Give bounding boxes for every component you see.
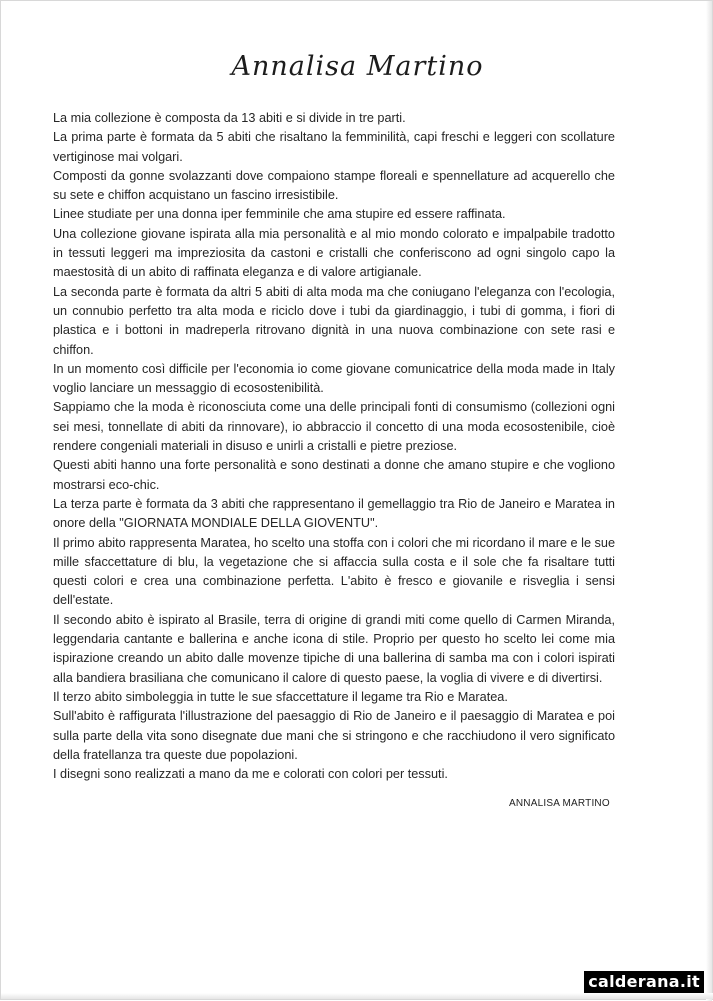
paragraph-skirts: Composti da gonne svolazzanti dove compaiono stampe floreali e spennellature ad acquerello che su sete e chiffon acquistano un fascino irresistibile. bbox=[53, 168, 615, 203]
paragraph-young-collection: Una collezione giovane ispirata alla mia personalità e al mio mondo colorato e impalpabile tradotto in tessuti leggeri ma impreziosita da castoni e cristalli che conferiscono ad ogni singolo capo la maestosità di un abito di raffinata eleganza e di valore artigianale. bbox=[53, 226, 615, 280]
paragraph-collection-intro: La mia collezione è composta da 13 abiti e si divide in tre parti. bbox=[53, 111, 406, 125]
paragraph-second-dress: Il secondo abito è ispirato al Brasile, terra di origine di grandi miti come quello di Carmen Miranda, leggendaria cantante e ballerina e anche icona di stile. Proprio per questo ho scelto lei come mia ispirazione creando un abito dalle movenze tipiche di una ballerina di samba ma con i colori ispirati alla bandiera brasiliana che comunicano il calore di questo paese, la voglia di vivere e di divertirsi. bbox=[53, 612, 615, 685]
paragraph-first-dress: Il primo abito rappresenta Maratea, ho scelto una stoffa con i colori che mi ricordano il mare e le sue mille sfaccettature di blu, la vegetazione che si affaccia sulla costa e il sole che fa risaltare tutti questi colori e crea una combinazione perfetta. L'abito è fresco e giovanile e risveglia i sensi dell'estate. bbox=[53, 535, 615, 608]
paragraph-eco-chic: Questi abiti hanno una forte personalità e sono destinati a donne che amano stupire e che vogliono mostrarsi eco-chic. bbox=[53, 458, 615, 492]
page-edge-shadow-right bbox=[706, 1, 712, 1001]
paragraph-second-part: La seconda parte è formata da altri 5 abiti di alta moda ma che coniugano l'eleganza con l'ecologia, un connubio perfetto tra alta moda e riciclo dove i tubi da giardinaggio, i tubi di gomma, i fiori di plastica e i bottoni in madreperla ritrovano dignità in una nuova combinazione con sete rasi e chiffon. bbox=[53, 284, 615, 357]
watermark-badge: calderana.it bbox=[584, 971, 704, 993]
document-body bbox=[53, 109, 615, 784]
paragraph-third-dress: Il terzo abito simboleggia in tutte le sue sfaccettature il legame tra Rio e Maratea. bbox=[53, 689, 508, 704]
paragraph-first-part: La prima parte è formata da 5 abiti che risaltano la femminilità, capi freschi e leggeri con scollature vertiginose mai volgari. bbox=[53, 130, 615, 164]
paragraph-third-part: La terza parte è formata da 3 abiti che rappresentano il gemellaggio tra Rio de Janeiro e Maratea in onore della "GIORNATA MONDIALE DELLA GIOVENTU". bbox=[53, 496, 615, 531]
signature: ANNALISA MARTINO bbox=[509, 798, 610, 809]
document-title: Annalisa Martino bbox=[231, 51, 484, 82]
paragraph-illustration: Sull'abito è raffigurata l'illustrazione del paesaggio di Rio de Janeiro e il paesaggio di Maratea e poi sulla parte della vita sono disegnate due mani che si stringono e che racchiudono il vero significato della fratellanza tra queste due popolazioni. bbox=[53, 709, 615, 762]
page-edge-shadow-bottom bbox=[1, 993, 713, 999]
paragraph-economy: In un momento così difficile per l'economia io come giovane comunicatrice della moda made in Italy voglio lanciare un messaggio di ecosostenibilità. bbox=[53, 361, 615, 396]
paragraph-drawings: I disegni sono realizzati a mano da me e colorati con colori per tessuti. bbox=[53, 767, 448, 782]
paragraph-consumerism: Sappiamo che la moda è riconosciuta come una delle principali fonti di consumismo (collezioni ogni sei mesi, tonnellate di abiti da rinnovare), io abbraccio il concetto di una moda ecosostenibile, cioè rendere congeniali materiali in disuso e unirli a cristalli e pietre preziose. bbox=[53, 400, 615, 454]
paragraph-lines: Linee studiate per una donna iper femminile che ama stupire ed essere raffinata. bbox=[53, 207, 506, 222]
